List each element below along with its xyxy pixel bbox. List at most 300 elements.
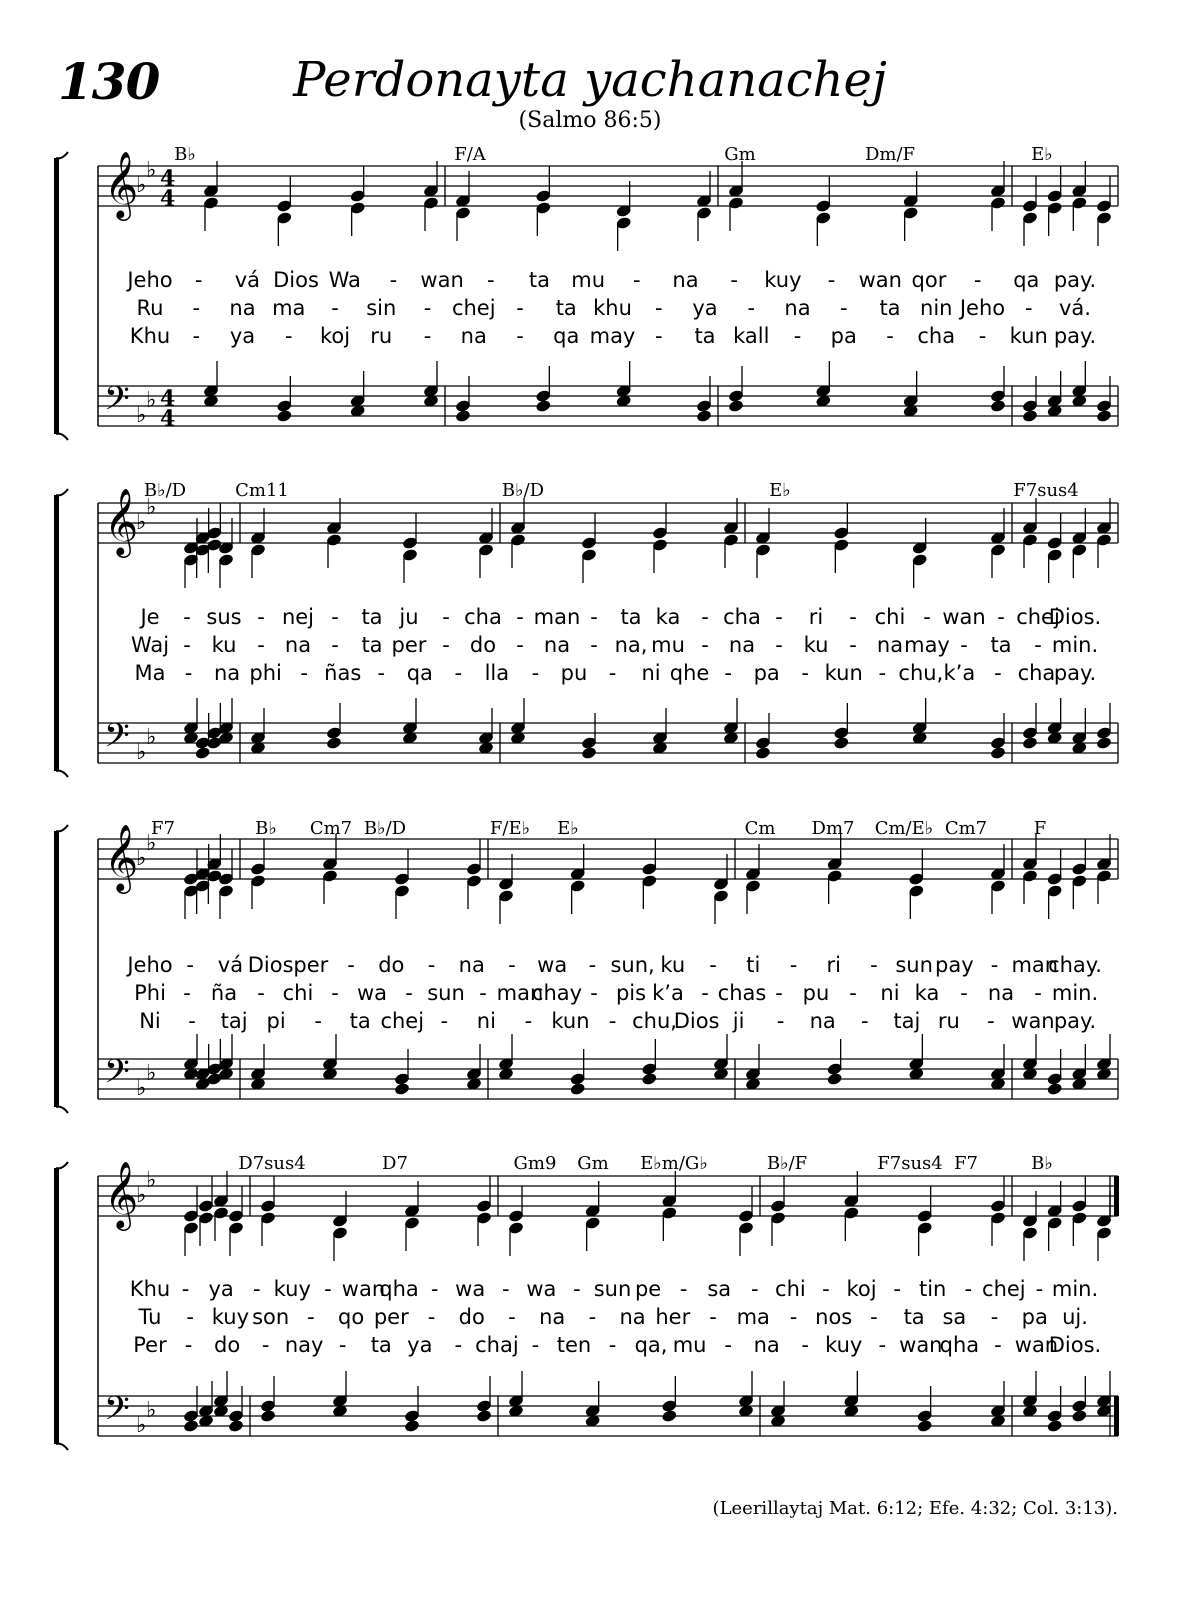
lyric-syllable: -	[588, 1305, 597, 1329]
song-title: Perdonayta yachanachej	[293, 52, 887, 108]
note-head	[833, 736, 850, 750]
lyric-syllable: -	[801, 1333, 809, 1357]
lyric-syllable: kuy	[273, 1277, 311, 1301]
bracket	[54, 831, 59, 1107]
lyric-syllable: na	[876, 633, 904, 657]
lyric-syllable: ya	[407, 1333, 433, 1357]
lyric-syllable: -	[181, 1277, 190, 1301]
flat-icon: ♭	[136, 1183, 147, 1208]
final-barline-thick	[1114, 1396, 1119, 1436]
lyric-syllable: ta	[694, 324, 716, 348]
lyric-syllable: -	[1034, 633, 1042, 657]
lyric-syllable: -	[849, 633, 857, 657]
lyric-syllable: pay.	[1053, 1009, 1097, 1033]
lyric-syllable: -	[184, 1333, 193, 1357]
lyric-syllable: Dios	[247, 953, 294, 977]
lyric-syllable: per	[293, 953, 329, 977]
lyric-syllable: -	[324, 1277, 332, 1301]
lyric-syllable: ru	[370, 324, 393, 348]
lyric-line-1	[138, 605, 1101, 629]
chord-symbol: F7sus4	[877, 1153, 943, 1174]
lyric-line-1	[130, 1277, 1098, 1301]
lyric-syllable: -	[751, 1277, 759, 1301]
lyric-syllable: na	[229, 296, 256, 320]
lyric-line-2	[138, 1305, 1088, 1329]
lyric-syllable: do	[469, 633, 497, 657]
flat-icon: ♭	[136, 403, 147, 428]
song-number: 130	[58, 52, 160, 111]
lyric-syllable: na	[728, 633, 756, 657]
lyric-syllable: sa	[707, 1277, 732, 1301]
lyric-syllable: wa	[356, 981, 388, 1005]
chord-symbol: Cm	[744, 818, 776, 839]
system-3	[54, 818, 1118, 1113]
lyric-syllable: pa	[753, 661, 780, 685]
lyric-syllable: kuy	[211, 1305, 250, 1329]
lyric-syllable: na	[672, 268, 699, 292]
lyric-syllable: ta	[990, 633, 1012, 657]
chord-symbol: B♭/D	[363, 818, 407, 839]
lyric-syllable: chi	[775, 1277, 806, 1301]
treble-clef-icon: 𝄞	[104, 1160, 139, 1228]
lyric-syllable: uj.	[1062, 1305, 1088, 1329]
note-head	[641, 1072, 658, 1086]
lyric-syllable: ri	[826, 953, 841, 977]
lyric-syllable: koj	[319, 324, 351, 348]
lyric-syllable: pay	[935, 953, 974, 977]
lyric-syllable: -	[608, 1009, 617, 1033]
lyric-syllable: -	[501, 1277, 510, 1301]
lyric-syllable: qo	[337, 1305, 365, 1329]
scripture-references: (Leerillaytaj Mat. 6:12; Efe. 4:32; Col. 3:13).	[712, 1498, 1118, 1519]
lyric-syllable: ri	[808, 605, 824, 629]
lyric-syllable: cha	[723, 605, 761, 629]
chord-symbol: Cm7	[309, 818, 353, 839]
lyric-syllable: -	[183, 981, 191, 1005]
lyric-syllable: sun	[593, 1277, 632, 1301]
chord-symbol: B♭	[1031, 1153, 1053, 1174]
lyric-syllable: ta	[903, 1305, 925, 1329]
note-head	[194, 746, 211, 760]
lyric-syllable: kuy	[764, 268, 802, 292]
chord-symbol: Dm/F	[864, 144, 916, 165]
lyric-syllable: -	[994, 661, 1002, 685]
lyric-syllable: -	[389, 268, 398, 292]
lyric-syllable: -	[257, 981, 265, 1005]
lyric-syllable: kun	[824, 661, 863, 685]
lyric-syllable: qa	[1013, 268, 1040, 292]
lyric-syllable: vá	[217, 953, 244, 977]
lyric-syllable: do	[458, 1305, 485, 1329]
chord-symbol: Cm7	[944, 818, 988, 839]
note-head	[228, 1419, 245, 1433]
lyric-syllable: -	[827, 268, 836, 292]
lyric-syllable: Khu	[129, 1277, 171, 1301]
lyric-syllable: -	[964, 1277, 973, 1301]
lyric-syllable: -	[442, 633, 450, 657]
treble-clef-icon: 𝄞	[104, 823, 139, 891]
lyric-syllable: -	[252, 1277, 261, 1301]
chord-symbol: B♭	[174, 144, 196, 165]
lyric-syllable: -	[849, 981, 857, 1005]
lyric-syllable: tin	[918, 1277, 947, 1301]
lyric-syllable: ta	[528, 268, 551, 292]
flat-icon: ♭	[136, 846, 147, 871]
lyric-line-3	[135, 661, 1097, 685]
lyric-syllable: pa	[830, 324, 857, 348]
chord-symbol: B♭/F	[766, 1153, 808, 1174]
note-head	[826, 1072, 843, 1086]
lyric-syllable: pu	[560, 661, 588, 685]
lyric-syllable: -	[430, 1277, 439, 1301]
lyric-syllable: -	[860, 1009, 869, 1033]
lyric-syllable: -	[886, 324, 894, 348]
bass-clef-icon: 𝄢	[104, 1053, 130, 1099]
lyric-syllable: -	[183, 605, 191, 629]
treble-clef-icon: 𝄞	[104, 487, 139, 555]
lyric-syllable: -	[427, 1305, 436, 1329]
lyric-syllable: -	[747, 296, 756, 320]
lyric-syllable: cha	[1017, 661, 1056, 685]
lyric-syllable: qha	[939, 1333, 980, 1357]
lyric-syllable: pay.	[1053, 268, 1097, 292]
lyric-syllable: -	[654, 324, 663, 348]
lyric-syllable: ku	[803, 633, 829, 657]
flat-icon: ♭	[136, 1076, 147, 1101]
lyric-syllable: -	[314, 1009, 322, 1033]
flat-icon: ♭	[146, 725, 157, 750]
lyric-syllable: ñas	[324, 661, 362, 685]
bracket	[54, 158, 59, 434]
lyric-syllable: nej	[281, 605, 315, 629]
chord-symbol: B♭	[255, 818, 277, 839]
chord-symbol: E♭	[557, 818, 579, 839]
lyric-syllable: -	[724, 661, 732, 685]
lyric-syllable: -	[186, 1305, 195, 1329]
lyric-syllable: ni	[641, 661, 661, 685]
lyric-syllable: pi	[266, 1009, 286, 1033]
lyric-syllable: qa	[406, 661, 433, 685]
time-signature-top: 4	[160, 386, 176, 412]
lyric-syllable: man	[1011, 953, 1059, 977]
lyric-syllable: -	[960, 633, 968, 657]
lyric-syllable: -	[608, 661, 617, 685]
lyric-syllable: -	[654, 296, 663, 320]
lyric-syllable: -	[524, 1009, 533, 1033]
lyric-syllable: kun	[1009, 324, 1048, 348]
lyric-syllable: qhe	[669, 661, 710, 685]
lyric-syllable: -	[487, 268, 495, 292]
lyric-syllable: -	[1035, 1277, 1044, 1301]
lyric-syllable: phi	[249, 661, 282, 685]
lyric-syllable: ni	[880, 981, 900, 1005]
time-signature-bottom: 4	[160, 406, 176, 432]
note-head	[569, 1082, 586, 1096]
lyric-syllable: -	[516, 605, 524, 629]
lyric-syllable: do	[378, 953, 405, 977]
lyric-syllable: Dios	[673, 1009, 720, 1033]
chord-symbol: B♭/D	[501, 480, 545, 501]
lyric-syllable: -	[701, 633, 709, 657]
lyric-syllable: ti	[746, 953, 761, 977]
flat-icon: ♭	[136, 510, 147, 535]
lyric-syllable: taj	[220, 1009, 248, 1033]
lyric-syllable: pis	[615, 981, 647, 1005]
lyric-syllable: -	[893, 1277, 901, 1301]
note-head	[1022, 736, 1039, 750]
note-head	[1046, 1419, 1063, 1433]
lyric-syllable: -	[186, 953, 195, 977]
note-head	[455, 409, 472, 423]
system-2	[54, 480, 1118, 777]
lyric-syllable: pay.	[1053, 661, 1097, 685]
lyric-syllable: -	[960, 981, 968, 1005]
lyric-syllable: cha	[917, 324, 956, 348]
note-head	[661, 1409, 678, 1423]
lyric-syllable: per	[373, 1305, 409, 1329]
lyric-syllable: -	[479, 981, 487, 1005]
lyric-syllable: -	[608, 1333, 617, 1357]
chord-symbol: F7sus4	[1013, 480, 1079, 501]
lyric-syllable: -	[423, 296, 432, 320]
lyric-syllable: ka	[914, 981, 940, 1005]
lyric-syllable: -	[531, 1333, 540, 1357]
lyric-syllable: -	[839, 296, 848, 320]
lyric-syllable: ya	[692, 296, 718, 320]
note-head	[1022, 409, 1039, 423]
flat-icon: ♭	[146, 1168, 157, 1193]
lyric-syllable: -	[194, 268, 203, 292]
lyric-syllable: Ni	[139, 1009, 161, 1033]
note-head	[276, 409, 293, 423]
lyric-syllable: sin	[366, 296, 397, 320]
chord-symbol: E♭m/G♭	[640, 1153, 708, 1174]
lyric-syllable: -	[284, 324, 293, 348]
lyric-syllable: -	[776, 1009, 785, 1033]
note-head	[326, 736, 343, 750]
lyric-syllable: min.	[1051, 1277, 1099, 1301]
lyric-syllable: Dios.	[1048, 605, 1102, 629]
lyric-syllable: Ru	[136, 296, 164, 320]
lyric-syllable: khu	[593, 296, 632, 320]
chord-symbol: D7	[382, 1153, 408, 1174]
lyric-syllable: -	[377, 661, 386, 685]
lyric-syllable: nin	[920, 296, 953, 320]
lyric-syllable: -	[331, 633, 339, 657]
lyric-syllable: man	[496, 981, 544, 1005]
lyric-syllable: mu	[651, 633, 685, 657]
note-head	[916, 1419, 933, 1433]
lyric-syllable: chej	[451, 296, 496, 320]
note-head	[581, 746, 598, 760]
lyric-syllable: ya	[229, 324, 256, 348]
lyric-line-2	[137, 296, 1091, 320]
lyric-syllable: -	[454, 661, 463, 685]
lyric-line-2	[134, 981, 1098, 1005]
lyric-syllable: -	[257, 633, 265, 657]
lyric-syllable: ta	[555, 296, 577, 320]
lyric-syllable: mu	[672, 1333, 707, 1357]
lyric-syllable: na	[753, 1333, 780, 1357]
lyric-syllable: chas	[717, 981, 767, 1005]
lyric-syllable: may	[904, 633, 950, 657]
lyric-syllable: sa	[942, 1305, 967, 1329]
lyric-syllable: na	[460, 324, 487, 348]
lyric-line-3	[133, 1333, 1101, 1357]
treble-clef-icon: 𝄞	[104, 150, 139, 218]
lyric-syllable: k’a	[652, 981, 684, 1005]
lyric-syllable: -	[724, 1333, 732, 1357]
lyric-syllable: Jeho	[127, 268, 173, 292]
lyric-syllable: chi	[282, 981, 314, 1005]
chord-symbol: B♭/D	[143, 480, 187, 501]
lyric-syllable: qha	[379, 1277, 419, 1301]
lyric-syllable: -	[508, 953, 516, 977]
lyric-syllable: nay	[284, 1333, 324, 1357]
lyric-syllable: -	[789, 953, 798, 977]
lyric-syllable: kun	[551, 1009, 590, 1033]
lyric-syllable: ru	[937, 1009, 960, 1033]
note-head	[755, 746, 772, 760]
note-head	[1096, 409, 1113, 423]
chord-symbol: Gm	[724, 144, 756, 165]
lyric-syllable: na,	[614, 633, 648, 657]
lyric-syllable: -	[508, 1305, 516, 1329]
lyric-syllable: Jeho	[959, 296, 1006, 320]
lyric-syllable: chay	[531, 981, 583, 1005]
lyric-line-1	[125, 268, 1096, 292]
lyric-syllable: -	[300, 661, 308, 685]
lyric-syllable: -	[257, 605, 265, 629]
lyric-syllable: -	[188, 1009, 196, 1033]
lyric-syllable: -	[338, 1333, 347, 1357]
lyric-syllable: mu	[571, 268, 606, 292]
note-head	[394, 1082, 411, 1096]
chord-symbol: Cm/E♭	[874, 818, 934, 839]
lyric-syllable: -	[440, 1009, 449, 1033]
chord-symbol: Gm	[577, 1153, 609, 1174]
chord-symbol: F	[1033, 818, 1047, 839]
lyric-syllable: vá.	[1059, 296, 1091, 320]
lyric-syllable: na	[809, 1009, 836, 1033]
lyric-syllable: -	[590, 605, 598, 629]
chord-symbol: E♭	[1031, 144, 1053, 165]
lyric-syllable: -	[990, 1305, 999, 1329]
song-subtitle: (Salmo 86:5)	[518, 108, 662, 133]
lyric-syllable: -	[789, 1305, 798, 1329]
lyric-syllable: sun	[895, 953, 933, 977]
lyric-syllable: man	[533, 605, 581, 629]
lyric-syllable: sun	[427, 981, 465, 1005]
lyric-syllable: ta	[361, 605, 383, 629]
lyric-syllable: Phi	[134, 981, 166, 1005]
lyric-syllable: -	[590, 633, 598, 657]
lyric-syllable: per	[391, 633, 427, 657]
lyric-syllable: na	[284, 633, 312, 657]
lyric-syllable: -	[516, 296, 524, 320]
lyric-syllable: k’a	[943, 661, 976, 685]
lyric-syllable: -	[442, 605, 450, 629]
lyric-syllable: -	[775, 633, 783, 657]
lyric-syllable: na	[543, 633, 571, 657]
note-head	[260, 1409, 277, 1423]
lyric-syllable: chej	[982, 1277, 1026, 1301]
lyric-syllable: -	[701, 605, 709, 629]
bracket	[54, 495, 59, 771]
lyric-syllable: chay.	[1048, 953, 1102, 977]
chord-symbol: Gm9	[513, 1153, 557, 1174]
lyric-syllable: -	[588, 953, 597, 977]
lyric-syllable: cha	[464, 605, 502, 629]
lyric-syllable: ya	[208, 1277, 234, 1301]
lyric-syllable: wan	[942, 605, 986, 629]
lyric-syllable: -	[192, 296, 201, 320]
lyric-syllable: -	[793, 324, 802, 348]
lyric-syllable: -	[679, 1277, 688, 1301]
lyric-syllable: na	[619, 1305, 646, 1329]
lyric-syllable: chej	[380, 1009, 425, 1033]
lyric-syllable: Khu	[129, 324, 171, 348]
lyric-syllable: Dios.	[1048, 1333, 1102, 1357]
lyric-syllable: lla	[484, 661, 510, 685]
flat-icon: ♭	[146, 831, 157, 856]
note-head	[696, 409, 713, 423]
lyric-syllable: wan	[420, 268, 464, 292]
lyric-syllable: -	[454, 1333, 463, 1357]
flat-icon: ♭	[136, 740, 147, 765]
flat-icon: ♭	[136, 1413, 147, 1438]
lyric-syllable: ta	[361, 633, 383, 657]
lyric-syllable: -	[261, 1333, 270, 1357]
lyric-syllable: chu,	[898, 661, 944, 685]
lyric-syllable: -	[870, 1305, 878, 1329]
lyric-syllable: ña	[210, 981, 238, 1005]
lyric-syllable: -	[423, 324, 432, 348]
lyric-syllable: vá	[234, 268, 261, 292]
lyric-syllable: pu	[802, 981, 830, 1005]
lyric-syllable: wa	[537, 953, 568, 977]
lyric-syllable: wan	[1014, 1333, 1059, 1357]
lyric-syllable: -	[709, 953, 717, 977]
lyric-syllable: kall	[733, 324, 770, 348]
note-head	[183, 1419, 200, 1433]
chord-symbol: F/A	[454, 144, 486, 165]
lyric-syllable: may	[589, 324, 636, 348]
flat-icon: ♭	[136, 173, 147, 198]
lyric-syllable: pe	[634, 1277, 662, 1301]
lyric-syllable: -	[775, 605, 783, 629]
lyric-syllable: na	[213, 661, 241, 685]
lyric-syllable: -	[1034, 981, 1042, 1005]
lyric-syllable: qor	[911, 268, 947, 292]
bass-clef-icon: 𝄢	[104, 717, 130, 763]
lyric-syllable: chi	[874, 605, 906, 629]
lyric-syllable: wan	[1011, 1009, 1055, 1033]
lyric-syllable: ta	[370, 1333, 392, 1357]
lyric-syllable: -	[516, 633, 524, 657]
flat-icon: ♭	[146, 1398, 157, 1423]
lyric-syllable: ta	[620, 605, 642, 629]
lyric-line-2	[131, 633, 1098, 657]
chord-symbol: Dm7	[811, 818, 855, 839]
lyric-syllable: pa	[1021, 1305, 1048, 1329]
lyric-syllable: wan	[341, 1277, 386, 1301]
lyric-syllable: chu,	[632, 1009, 677, 1033]
lyric-syllable: ku	[211, 633, 237, 657]
lyric-syllable: Dios	[273, 268, 319, 292]
lyric-syllable: ma	[736, 1305, 770, 1329]
lyric-line-3	[139, 1009, 1096, 1033]
